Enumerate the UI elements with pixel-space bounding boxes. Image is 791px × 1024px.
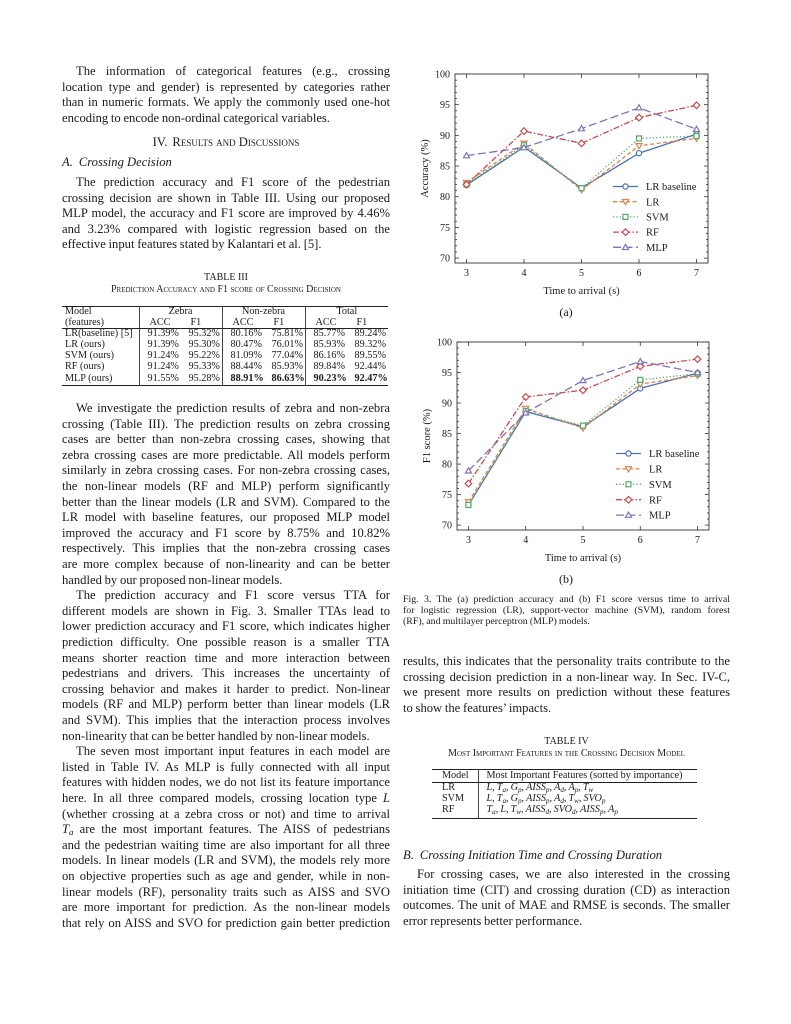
- legend-item-lr-baseline: [616, 449, 700, 460]
- table-iii: [62, 306, 388, 386]
- cell-value: 85.93%: [305, 340, 347, 351]
- cell-value-best: 86.63%: [271, 372, 305, 384]
- legend-item-svm: [616, 480, 672, 491]
- marker-diamond: [694, 356, 701, 363]
- text-line: outcomes. The unit of MAE and RMSE is seconds. The smaller: [403, 898, 730, 913]
- text-line: MLP model, the accuracy and F1 score are improved by 4.46%: [62, 206, 390, 221]
- text-line: effective input features stated by Kalantari et al. [5].: [62, 237, 322, 252]
- text-line: encoding to encode non-ordinal categorical variables.: [62, 110, 330, 125]
- text-line: the non-linear models (RF and MLP) perform significantly: [62, 478, 390, 493]
- math-symbol: A: [568, 782, 575, 794]
- cell-value: 95.33%: [188, 361, 220, 372]
- cell-value: 92.44%: [354, 361, 386, 372]
- column-group-zebra: Zebra: [139, 307, 222, 318]
- text-line: The seven most important input features in each model are: [76, 744, 390, 759]
- math-symbol: T: [496, 782, 503, 794]
- text-line: lower prediction accuracy and F1 score, which indicates higher: [62, 619, 390, 634]
- marker-triangle_up: [623, 244, 629, 249]
- table-iv-label: TABLE IV: [544, 736, 589, 747]
- row-model: LR(baseline) [5]: [65, 328, 133, 340]
- cell-value: 89.55%: [354, 350, 386, 361]
- text-line: crossing decision prediction in a non-linear way. In Sec. IV-C,: [403, 669, 730, 684]
- legend-item-rf: [616, 495, 662, 506]
- text-line: non-linearity that can be better handled by non-linear models.: [62, 728, 370, 743]
- row-model: SVM: [432, 794, 478, 805]
- marker-triangle_up: [464, 153, 470, 158]
- subsection-heading-b: [403, 848, 662, 864]
- legend-item-svm: [613, 213, 669, 224]
- table-row: [62, 362, 388, 373]
- marker-square: [694, 133, 699, 138]
- math-symbol: A: [554, 793, 561, 804]
- table-row: [62, 373, 388, 386]
- x-tick-label: 6: [636, 268, 642, 279]
- y-tick-label: 70: [442, 520, 452, 532]
- text-line: results, this indicates that the personality traits contribute to the: [403, 654, 730, 668]
- y-tick-label: 90: [442, 398, 452, 410]
- row-model: RF (ours): [65, 361, 105, 372]
- y-axis-label: Accuracy (%): [420, 139, 431, 198]
- text-line: error represents better performance.: [403, 913, 583, 928]
- legend-item-mlp: [613, 243, 668, 254]
- table-iii-caption: Prediction Accuracy and F1 score of Crossing Decision: [111, 284, 341, 295]
- y-tick-label: 80: [440, 192, 450, 204]
- y-tick-label: 75: [442, 490, 452, 502]
- cell-value: 80.16%: [222, 329, 264, 340]
- marker-triangle_up: [637, 359, 643, 364]
- math-symbol: AISS: [580, 803, 600, 815]
- text-line: (whether crossing at a zebra cross or not) and time to arrival: [62, 806, 390, 821]
- text-line: $T_a$ are the most important features. The AISS of pedestrians: [62, 822, 390, 838]
- chart-f1-vs-tta: [400, 330, 740, 590]
- text-line: are more important for prediction. As the non-linear models: [62, 900, 390, 915]
- math-symbol: A: [554, 782, 561, 794]
- marker-diamond: [580, 387, 587, 394]
- text-line: that rely on AISS and SVO for prediction gain better prediction: [62, 915, 390, 930]
- math-symbol: T: [582, 782, 589, 794]
- cell-value: 91.39%: [139, 340, 181, 351]
- text-line: different models are shown in Fig. 3. Smaller TTAs lead to: [62, 603, 390, 618]
- text-line: cases are better than non-zebra crossing cases, showing that: [62, 432, 390, 447]
- text-line: location type and gender) is represented by categories rather: [62, 79, 390, 94]
- cell-value: 86.16%: [305, 351, 347, 362]
- text-line: are more complex because of non-linearity and can be better: [62, 556, 390, 571]
- paragraph-tta-analysis: [62, 588, 390, 744]
- legend-item-lr: [613, 197, 659, 208]
- cell-value: 81.09%: [222, 351, 264, 362]
- text-line: initiation time (CIT) and crossing duration (CD) as interaction: [403, 882, 730, 897]
- legend-item-lr: [616, 465, 662, 476]
- math-symbol: T: [568, 793, 575, 804]
- x-tick-label: 6: [637, 535, 643, 546]
- marker-square: [623, 214, 628, 219]
- legend-item-mlp: [616, 511, 671, 522]
- column-header-model: Model: [432, 770, 478, 783]
- column-group-non-zebra: Non-zebra: [222, 307, 305, 318]
- marker-diamond: [636, 114, 643, 121]
- marker-square: [581, 423, 586, 428]
- text-line: crossing (Table III). The prediction results on zebra crossing: [62, 416, 390, 431]
- cell-value: 88.44%: [222, 362, 264, 373]
- row-features: L, $T_a$, $G_p$, $AISS_p$, $A_d$, $A_p$, $T_w$: [486, 782, 594, 795]
- text-line: pedestrians and drivers. This increases the uncertainty of: [62, 666, 390, 681]
- text-line: Fig. 3. The (a) prediction accuracy and (b) F1 score versus time to arrival: [403, 594, 730, 605]
- column-header-non-zebra-acc: ACC: [222, 318, 264, 329]
- cell-value: 80.47%: [222, 340, 264, 351]
- legend-label: MLP: [646, 242, 668, 254]
- column-header-zebra-f1: F1: [181, 318, 223, 329]
- text-line: (RF), and multilayer perceptron (MLP) models.: [403, 616, 590, 627]
- column-header-non-zebra-f1: F1: [264, 318, 306, 329]
- math-symbol: L: [486, 793, 493, 804]
- text-line: improved the accuracy and F1 score by 8.75% and 10.82%: [62, 525, 390, 540]
- legend-item-lr-baseline: [613, 182, 697, 193]
- paragraph-continued: [403, 654, 730, 716]
- x-tick-label: 7: [695, 535, 701, 546]
- cell-value: 91.55%: [139, 373, 181, 386]
- x-tick-label: 4: [521, 268, 527, 279]
- y-tick-label: 90: [440, 130, 450, 142]
- row-model: LR: [432, 783, 478, 794]
- marker-circle: [626, 451, 631, 456]
- legend-label: LR: [649, 464, 663, 476]
- cell-value-best: 92.47%: [354, 372, 388, 384]
- table-subheader-row: [62, 318, 388, 329]
- y-tick-label: 100: [437, 337, 452, 349]
- series-line: [467, 108, 697, 156]
- y-tick-label: 95: [440, 100, 450, 112]
- table-iv: [432, 769, 697, 819]
- marker-triangle_down: [636, 144, 642, 149]
- cell-value-best: 90.23%: [305, 373, 347, 386]
- legend-label: LR baseline: [649, 449, 700, 461]
- marker-triangle_up: [580, 377, 586, 382]
- cell-value: 75.81%: [271, 328, 303, 340]
- legend-label: RF: [646, 227, 659, 239]
- text-line: better than the linear models (LR and SVM). Compared to the: [62, 494, 390, 509]
- math-symbol: T: [496, 793, 503, 804]
- x-tick-label: 3: [465, 535, 471, 546]
- marker-triangle_down: [623, 200, 629, 205]
- marker-triangle_up: [636, 105, 642, 110]
- marker-diamond: [578, 140, 585, 147]
- row-model: MLP (ours): [65, 372, 113, 384]
- section-title: Results and Discussions: [172, 135, 300, 149]
- legend-label: MLP: [649, 510, 671, 522]
- series-rf: [465, 356, 701, 487]
- cell-value: 76.01%: [271, 339, 303, 350]
- column-header-features: (features): [62, 318, 139, 329]
- row-model: LR (ours): [65, 339, 105, 350]
- math-symbol: AISS: [526, 782, 546, 794]
- marker-square: [638, 377, 643, 382]
- section-heading: [62, 135, 390, 151]
- text-line: For crossing cases, we are also interested in the crossing: [417, 867, 730, 881]
- text-line: models. In linear models (LR and SVM), the models rely more: [62, 853, 390, 868]
- x-tick-label: 7: [694, 268, 699, 279]
- legend-label: SVM: [649, 479, 672, 491]
- column-header-total-f1: F1: [347, 318, 389, 329]
- y-tick-label: 85: [440, 161, 450, 173]
- table-row: [62, 329, 388, 340]
- section-number: IV.: [152, 135, 168, 149]
- column-header-features: Most Important Features (sorted by importance): [478, 770, 697, 783]
- paragraph-zebra-analysis: [62, 401, 390, 588]
- table-iv-caption: Most Important Features in the Crossing Decision Model: [448, 748, 685, 759]
- row-model: SVM (ours): [65, 350, 114, 361]
- column-header-total-acc: ACC: [305, 318, 347, 329]
- x-tick-label: 4: [523, 535, 529, 546]
- marker-square: [626, 482, 631, 487]
- cell-value: 91.24%: [139, 362, 181, 373]
- marker-circle: [623, 184, 628, 189]
- text-line: on objective properties such as age and gender, while in non-: [62, 868, 390, 883]
- text-line: models (RF and MLP) perform better than linear models (LR: [62, 697, 390, 712]
- text-line: handled by our proposed non-linear models.: [62, 572, 283, 587]
- x-tick-label: 5: [579, 268, 584, 279]
- math-symbol: G: [510, 793, 518, 804]
- math-symbol: A: [608, 803, 615, 815]
- math-symbol: T: [62, 822, 70, 837]
- plot-frame: [455, 74, 708, 263]
- legend-label: LR baseline: [646, 182, 697, 194]
- subsection-title: Crossing Decision: [78, 155, 172, 169]
- text-line: crossing behavior and makes it harder to predict. Non-linear: [62, 681, 390, 696]
- text-line: The prediction accuracy and F1 score versus TTA for: [76, 588, 390, 603]
- subsection-heading-a: [62, 155, 172, 171]
- table-header-row: [432, 770, 697, 783]
- row-features: $T_a$, L, $T_w$, $AISS_d$, $SVO_d$, $AISS_p$, $A_p$: [486, 803, 618, 816]
- chart-accuracy-vs-tta: [400, 60, 740, 325]
- text-line: The prediction accuracy and F1 score of the pedestrian: [76, 175, 390, 189]
- row-features: L, $T_a$, $G_p$, $AISS_p$, $A_d$, $T_w$, $SVO_p$: [486, 793, 606, 805]
- marker-triangle_up: [695, 370, 701, 375]
- table-row: [62, 340, 388, 351]
- cell-value: 95.28%: [188, 372, 220, 384]
- column-header-zebra-acc: ACC: [139, 318, 181, 329]
- cell-value: 95.22%: [188, 350, 220, 361]
- y-tick-label: 80: [442, 459, 452, 471]
- paragraph-feature-importance: [62, 744, 390, 931]
- text-line: we present more results on prediction without these features: [403, 685, 730, 700]
- table-header-row: [62, 307, 388, 318]
- marker-triangle_up: [694, 126, 700, 131]
- text-line: for logistic regression (LR), support-vector machine (SVM), random forest: [403, 605, 730, 616]
- y-tick-label: 95: [442, 368, 452, 380]
- math-symbol: T: [486, 803, 493, 815]
- cell-value: 95.32%: [188, 328, 220, 340]
- paragraph-cit-cd: [403, 867, 730, 929]
- text-line: LR model with baseline features, our proposed MLP model: [62, 510, 390, 525]
- marker-diamond: [693, 102, 700, 109]
- text-line: zebra crossing cases are more predictable. All models perform: [62, 447, 390, 462]
- math-symbol: AISS: [525, 803, 546, 815]
- legend-item-rf: [613, 228, 659, 239]
- row-model: RF: [432, 805, 478, 819]
- legend-label: RF: [649, 495, 662, 507]
- text-line: respectively. This implies that the non-zebra crossing cases: [62, 541, 390, 556]
- text-line: than in numeric formats. We apply the commonly used one-hot: [62, 95, 390, 110]
- math-symbol: L: [500, 803, 506, 815]
- marker-diamond: [521, 128, 528, 135]
- table-row: [62, 351, 388, 362]
- text-line: to show the features’ impacts.: [403, 700, 552, 715]
- text-line: prediction difficulty. One possible reason is a smaller TTA: [62, 634, 390, 649]
- math-symbol: SVO: [583, 793, 602, 804]
- table-row: [432, 783, 697, 794]
- text-line: here. In all three compared models, crossing location type L: [62, 790, 390, 805]
- y-tick-label: 75: [440, 222, 450, 234]
- marker-triangle_up: [626, 512, 632, 517]
- column-header-model: Model: [65, 306, 92, 318]
- marker-square: [637, 136, 642, 141]
- paragraph-categorical-features: [62, 64, 390, 126]
- figure-caption: [403, 594, 730, 627]
- panel-label: (a): [559, 305, 573, 319]
- text-line: similarly in zebra crossing cases. For non-zebra crossing cases,: [62, 463, 390, 478]
- series-mlp: [464, 105, 700, 158]
- math-symbol: G: [510, 782, 518, 794]
- text-line: and SVM). This implies that the interaction process involves: [62, 712, 390, 727]
- text-line: means shorter reaction time and more interaction between: [62, 650, 390, 665]
- cell-value: 91.39%: [139, 329, 181, 340]
- math-symbol: L: [382, 790, 390, 805]
- cell-value: 89.32%: [354, 339, 386, 350]
- cell-value: 85.93%: [271, 361, 303, 372]
- text-line: listed in Table IV. As MLP is fully connected with all input: [62, 759, 390, 774]
- x-axis-label: Time to arrival (s): [544, 553, 622, 564]
- plot-frame: [457, 342, 709, 530]
- cell-value: 89.84%: [305, 362, 347, 373]
- subsection-number: A.: [62, 155, 73, 169]
- table-iii-label: TABLE III: [204, 272, 248, 283]
- text-line: The information of categorical features (e.g., crossing: [76, 64, 390, 78]
- subsection-number: B.: [403, 848, 414, 862]
- panel-label: (b): [559, 572, 573, 586]
- subsection-title: Crossing Initiation Time and Crossing Duration: [419, 848, 663, 862]
- cell-value: 91.24%: [139, 351, 181, 362]
- marker-diamond: [622, 229, 629, 236]
- marker-triangle_down: [626, 467, 632, 472]
- legend-label: SVM: [646, 212, 669, 224]
- text-line: linear models (RF), personality traits such as AISS and SVO: [62, 884, 390, 899]
- text-line: crossing decision are shown in Table III. Using our proposed: [62, 190, 390, 205]
- text-line: We investigate the prediction results of zebra and non-zebra: [76, 401, 390, 415]
- math-symbol: L: [486, 782, 493, 794]
- marker-diamond: [625, 496, 632, 503]
- paragraph-crossing-decision: [62, 175, 390, 253]
- y-axis-label: F1 score (%): [422, 408, 433, 464]
- column-group-total: Total: [305, 307, 388, 318]
- math-symbol: AISS: [526, 793, 546, 804]
- marker-square: [466, 502, 471, 507]
- y-tick-label: 70: [440, 253, 450, 265]
- cell-value: 95.30%: [188, 339, 220, 350]
- marker-square: [579, 186, 584, 191]
- text-line: and 3.23% compared with logistic regression based on the: [62, 221, 390, 236]
- x-axis-label: Time to arrival (s): [543, 286, 620, 297]
- table-row: [432, 805, 697, 819]
- text-line: features with hidden nodes, we do not list its feature importance: [62, 775, 390, 790]
- marker-triangle_up: [579, 126, 585, 131]
- math-symbol: SVO: [553, 803, 572, 815]
- cell-value-best: 88.91%: [222, 373, 264, 386]
- cell-value: 89.24%: [354, 328, 386, 340]
- y-tick-label: 100: [435, 69, 450, 81]
- text-line: and the pedestrian waiting time are also important for all three: [62, 837, 390, 852]
- cell-value: 77.04%: [271, 350, 303, 361]
- x-tick-label: 3: [464, 268, 469, 279]
- legend-label: LR: [646, 197, 660, 209]
- marker-circle: [636, 151, 641, 156]
- cell-value: 85.77%: [305, 329, 347, 340]
- y-tick-label: 85: [442, 429, 452, 441]
- math-symbol: T: [510, 803, 517, 815]
- x-tick-label: 5: [580, 535, 586, 546]
